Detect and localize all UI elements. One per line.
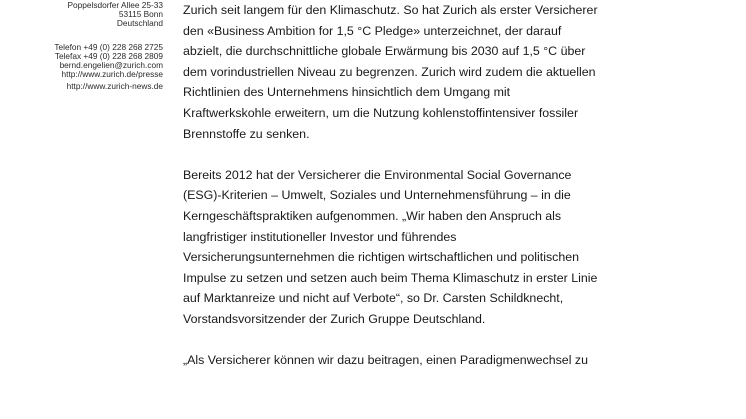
phone-number: Telefon +49 (0) 228 268 2725	[54, 41, 163, 52]
text-line: den «Business Ambition for 1,5 °C Pledge» unterzeichnet, der darauf	[183, 23, 562, 38]
paragraph-esg-criteria	[183, 165, 653, 330]
address-street: Poppelsdorfer Allee 25-33	[67, 0, 163, 10]
text-line: „Als Versicherer können wir dazu beitragen, einen Paradigmenwechsel zu	[183, 353, 588, 368]
text-line: Brennstoffe zu senken.	[183, 126, 310, 141]
text-line: (ESG)-Kriterien – Umwelt, Soziales und Unternehmensführung – in die	[183, 188, 571, 203]
press-url-link[interactable]: http://www.zurich.de/presse	[61, 69, 163, 80]
text-line: Vorstandsvorsitzender der Zurich Gruppe Deutschland.	[183, 311, 486, 326]
contact-sidebar	[0, 0, 163, 92]
address-country: Deutschland	[116, 18, 163, 29]
text-line: Richtlinien des Unternehmens hinsichtlich dem Umgang mit	[183, 85, 511, 100]
text-line: Kerngeschäftspraktiken aufgenommen. „Wir haben den Anspruch als	[183, 208, 562, 223]
text-line: abzielt, die durchschnittliche globale Erwärmung bis 2030 auf 1,5 °C über	[183, 44, 586, 59]
text-line: Zurich seit langem für den Klimaschutz. So hat Zurich als erster Versicherer	[183, 3, 598, 17]
text-line: Kraftwerkskohle erweitern, um die Nutzung kohlenstoffintensiver fossiler	[183, 105, 579, 120]
fax-number: Telefax +49 (0) 228 268 2809	[54, 50, 163, 61]
paragraph-climate-pledge	[183, 0, 653, 144]
text-line: Versicherungsunternehmen die richtigen wirtschaftlichen und politischen	[183, 250, 580, 265]
text-line: langfristiger institutioneller Investor und führendes	[183, 229, 457, 244]
paragraph-paradigm-shift	[183, 350, 653, 371]
text-line: dem vorindustriellen Niveau zu begrenzen. Zurich wird zudem die aktuellen	[183, 64, 596, 79]
text-line: Bereits 2012 hat der Versicherer die Environmental Social Governance	[183, 167, 572, 182]
address-city: 53115 Bonn	[118, 9, 163, 20]
text-line: Impulse zu setzen und setzen auch beim Thema Klimaschutz in erster Linie	[183, 270, 598, 285]
email-link[interactable]: bernd.engelien@zurich.com	[59, 60, 163, 71]
news-url-link[interactable]: http://www.zurich-news.de	[66, 81, 163, 92]
text-line: auf Marktanreize und nicht auf Verbote“, so Dr. Carsten Schildknecht,	[183, 291, 564, 306]
press-release-body	[183, 0, 653, 371]
